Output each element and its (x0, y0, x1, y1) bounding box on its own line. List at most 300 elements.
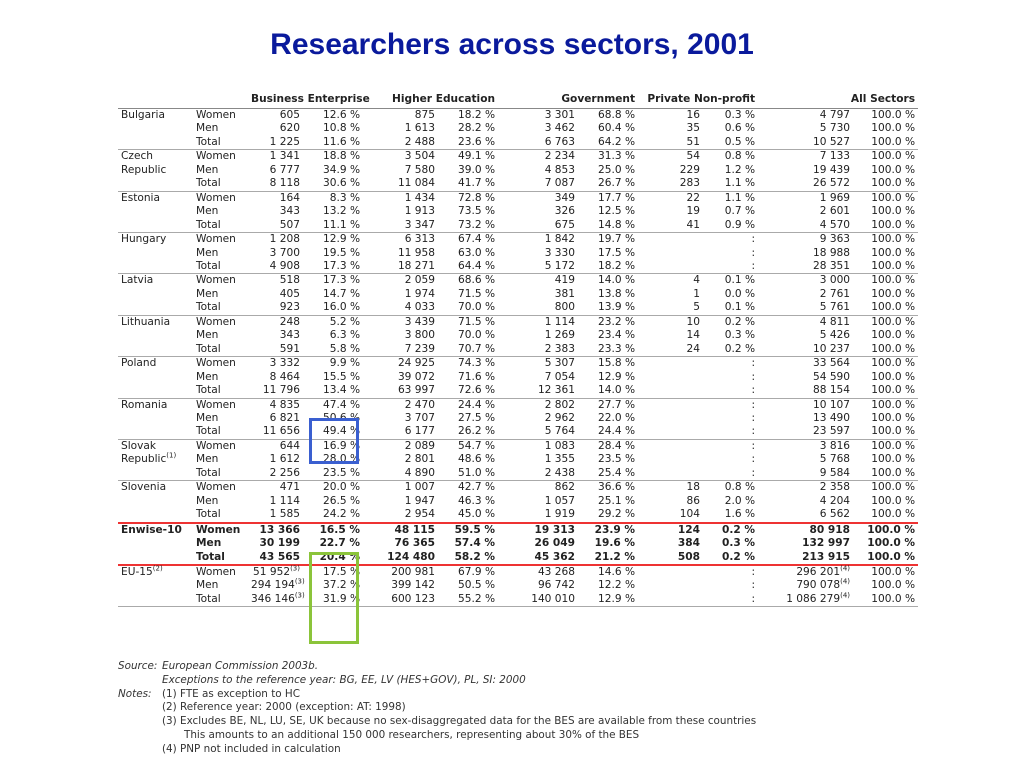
value-cell: 15.5 % (322, 370, 361, 383)
sex-cell: Men (196, 205, 219, 218)
value-cell: 1.1 % (703, 177, 758, 191)
value-cell: 28.4 % (598, 439, 636, 452)
value-cell: : (751, 453, 756, 466)
value-cell: 3 462 (544, 122, 576, 135)
table-row (118, 453, 918, 466)
value-cell: 790 078$^{(4)}$ (796, 577, 851, 592)
note-4: (4) PNP not included in calculation (162, 742, 341, 755)
value-cell: 1 007 (404, 481, 436, 494)
country-group (118, 233, 918, 274)
value-cell: 23.5 % (598, 453, 636, 466)
sex-cell: Total (193, 508, 248, 522)
table-row (118, 523, 918, 537)
value-cell: 132 997 (802, 537, 851, 550)
value-cell: 2 488 (363, 136, 438, 150)
country-cell (118, 412, 193, 425)
table-row (118, 219, 918, 233)
value-cell: 405 (279, 287, 300, 300)
table-row (118, 109, 918, 123)
value-cell: 4 908 (248, 260, 303, 274)
value-cell: 19.7 % (598, 233, 636, 246)
value-cell (638, 425, 703, 439)
value-cell: 19 313 (534, 523, 576, 536)
table-row (118, 177, 918, 191)
value-cell: 16.0 % (303, 301, 363, 315)
table-row (118, 150, 918, 164)
value-cell: 100.0 % (871, 579, 916, 592)
value-cell: 2 962 (544, 411, 576, 424)
table-row (118, 384, 918, 398)
value-cell: 45 362 (498, 551, 578, 565)
value-cell: 12.9 % (598, 370, 636, 383)
value-cell: 8 464 (269, 370, 300, 383)
value-cell: 6.3 % (329, 329, 361, 342)
country-group (118, 398, 918, 439)
value-cell: 1 057 (544, 494, 576, 507)
value-cell: 5.8 % (303, 343, 363, 357)
value-cell: 3 347 (363, 219, 438, 233)
value-cell: 33 564 (812, 357, 851, 370)
value-cell: 200 981 (391, 565, 436, 578)
table-row (118, 122, 918, 135)
value-cell: 100.0 % (853, 593, 918, 607)
value-cell: 63 997 (363, 384, 438, 398)
country-cell (118, 495, 193, 508)
value-cell: 7 133 (819, 150, 851, 163)
value-cell: 0.3 % (724, 329, 756, 342)
value-cell: 1 086 279$^{(4)}$ (758, 593, 853, 607)
value-cell: 1.2 % (724, 163, 756, 176)
value-cell: 100.0 % (871, 191, 916, 204)
table-row (118, 274, 918, 288)
value-cell: 100.0 % (853, 301, 918, 315)
value-cell: 70.7 % (438, 343, 498, 357)
country-group (118, 439, 918, 480)
value-cell: 2.0 % (724, 494, 756, 507)
sex-cell: Women (196, 315, 236, 328)
value-cell: 1 355 (544, 453, 576, 466)
value-cell: 875 (414, 109, 436, 121)
value-cell: 1 913 (404, 205, 436, 218)
source-text: European Commission 2003b. (162, 660, 319, 672)
value-cell: 11.1 % (303, 219, 363, 233)
value-cell: 13.8 % (598, 287, 636, 300)
value-cell: 8 118 (248, 177, 303, 191)
value-cell: 13.4 % (303, 384, 363, 398)
value-cell: 80 918 (809, 523, 851, 536)
value-cell: 27.5 % (457, 411, 496, 424)
value-cell: 28 351 (758, 260, 853, 274)
value-cell: 12.2 % (598, 579, 636, 592)
value-cell: 12.5 % (598, 205, 636, 218)
value-cell: 43 565 (248, 551, 303, 565)
value-cell: 47.4 % (322, 398, 361, 411)
value-cell: 100.0 % (871, 357, 916, 370)
value-cell: 1 083 (544, 439, 576, 452)
value-cell: 2 059 (404, 274, 436, 287)
sex-cell: Men (196, 494, 219, 507)
source-row (118, 660, 918, 674)
value-cell: 12.9 % (322, 233, 361, 246)
value-cell (638, 565, 703, 579)
value-cell: 41.7 % (438, 177, 498, 191)
country-cell (118, 150, 193, 164)
value-cell: 39 072 (397, 370, 436, 383)
value-cell: 1 919 (498, 508, 578, 522)
value-cell (638, 579, 703, 592)
value-cell: 17.3 % (303, 260, 363, 274)
value-cell: 605 (279, 109, 300, 121)
value-cell: 11 084 (363, 177, 438, 191)
header-higher-education: Higher Education (363, 90, 498, 109)
value-cell: 22.0 % (598, 411, 636, 424)
value-cell: 88 154 (758, 384, 853, 398)
value-cell: 31.9 % (303, 593, 363, 607)
header-row (118, 90, 918, 109)
value-cell: 800 (498, 301, 578, 315)
value-cell: 0.0 % (724, 287, 756, 300)
value-cell: 13.2 % (322, 205, 361, 218)
sex-cell: Total (193, 467, 248, 481)
note-1: (1) FTE as exception to HC (162, 687, 301, 700)
value-cell: 54 590 (812, 370, 851, 383)
value-cell: : (751, 579, 756, 592)
country-group (118, 191, 918, 232)
value-cell: 384 (677, 537, 701, 550)
sex-cell: Men (196, 122, 219, 135)
value-cell: 86 (686, 494, 701, 507)
header-country (118, 90, 193, 109)
value-cell: 60.4 % (598, 122, 636, 135)
value-cell: 100.0 % (871, 315, 916, 328)
value-cell: 2 358 (819, 481, 851, 494)
header-all-sectors: All Sectors (758, 90, 918, 109)
value-cell: 3 707 (404, 411, 436, 424)
table-row (118, 329, 918, 342)
sex-cell: Women (196, 565, 236, 578)
value-cell: 70.0 % (438, 301, 498, 315)
value-cell: 1 947 (404, 494, 436, 507)
footnote-marker: (4) (840, 564, 851, 573)
value-cell: 4 (693, 274, 701, 287)
country-group (118, 150, 918, 191)
value-cell: 71.5 % (457, 287, 496, 300)
sex-cell: Women (196, 481, 236, 494)
value-cell: : (703, 260, 758, 274)
value-cell: 7 580 (404, 163, 436, 176)
value-cell: 35 (686, 122, 701, 135)
country-name: Lithuania (121, 315, 171, 328)
exceptions-row (118, 674, 918, 688)
value-cell: 57.4 % (454, 537, 496, 550)
country-name: Slovak (121, 439, 157, 452)
value-cell: 58.2 % (438, 551, 498, 565)
value-cell (638, 453, 703, 466)
value-cell: 1 269 (544, 329, 576, 342)
footnotes (118, 660, 918, 757)
value-cell: 1 434 (404, 191, 436, 204)
value-cell: : (751, 370, 756, 383)
value-cell: 25.4 % (578, 467, 638, 481)
value-cell: 43 268 (537, 565, 576, 578)
table-row (118, 398, 918, 412)
sex-cell: Women (196, 150, 236, 163)
value-cell: 34.9 % (322, 163, 361, 176)
value-cell: 100.0 % (871, 565, 916, 578)
value-cell: 14 (686, 329, 701, 342)
value-cell: 2 438 (498, 467, 578, 481)
value-cell: 76 365 (394, 537, 436, 550)
country-name: Estonia (121, 191, 160, 204)
value-cell: 72.6 % (438, 384, 498, 398)
value-cell: 4 890 (363, 467, 438, 481)
table-row (118, 412, 918, 425)
value-cell: 5 761 (758, 301, 853, 315)
value-cell: 11 796 (248, 384, 303, 398)
value-cell: 71.6 % (457, 370, 496, 383)
value-cell: 5 172 (498, 260, 578, 274)
value-cell: 923 (248, 301, 303, 315)
sex-cell: Men (196, 246, 219, 259)
country-cell (118, 481, 193, 495)
value-cell: 5 426 (819, 329, 851, 342)
value-cell: 14.7 % (322, 287, 361, 300)
country-name: Poland (121, 357, 157, 370)
note-3: (3) Excludes BE, NL, LU, SE, UK because no sex-disaggregated data for the BES are available from these countries (162, 715, 757, 728)
value-cell: 23.3 % (578, 343, 638, 357)
value-cell: 507 (248, 219, 303, 233)
value-cell: 100.0 % (871, 439, 916, 452)
table-row (118, 371, 918, 384)
value-cell: 248 (279, 315, 300, 328)
value-cell: 100.0 % (871, 411, 916, 424)
sex-cell: Women (196, 357, 236, 370)
value-cell: 64.2 % (578, 136, 638, 150)
value-cell: 6 763 (498, 136, 578, 150)
value-cell: 51.0 % (438, 467, 498, 481)
country-name: Czech (121, 150, 154, 163)
footnote-marker: (1) (166, 451, 177, 460)
value-cell: 26.7 % (578, 177, 638, 191)
value-cell: 5 (638, 301, 703, 315)
note-2-row (118, 701, 918, 715)
value-cell: 67.9 % (457, 565, 496, 578)
table-row (118, 288, 918, 301)
header-government: Government (498, 90, 638, 109)
value-cell: 100.0 % (871, 233, 916, 246)
value-cell: 1 114 (544, 315, 576, 328)
country-cell (118, 288, 193, 301)
value-cell: 8.3 % (329, 191, 361, 204)
value-cell: 1 974 (404, 287, 436, 300)
value-cell: 508 (638, 551, 703, 565)
sex-cell: Men (196, 411, 219, 424)
country-cell (118, 233, 193, 247)
value-cell: : (751, 398, 756, 411)
value-cell: 100.0 % (871, 163, 916, 176)
value-cell (638, 371, 703, 384)
value-cell: 10 (686, 315, 701, 328)
value-cell: 100.0 % (853, 384, 918, 398)
value-cell: 518 (279, 274, 300, 287)
value-cell: 4 204 (819, 494, 851, 507)
value-cell: 326 (554, 205, 576, 218)
header-private-nonprofit: Private Non-profit (638, 90, 758, 109)
value-cell: 9.9 % (329, 357, 361, 370)
value-cell: 59.5 % (454, 523, 496, 536)
footnote-marker: (3) (294, 577, 305, 586)
value-cell: 48.6 % (457, 453, 496, 466)
value-cell: 620 (279, 122, 300, 135)
table-row (118, 551, 918, 565)
value-cell: : (751, 411, 756, 424)
value-cell: 2 601 (819, 205, 851, 218)
value-cell: 4 033 (363, 301, 438, 315)
value-cell: 100.0 % (871, 370, 916, 383)
value-cell: 399 142 (391, 579, 436, 592)
value-cell: 23.4 % (598, 329, 636, 342)
table-row (118, 164, 918, 177)
value-cell: : (751, 246, 756, 259)
value-cell: 3 000 (819, 274, 851, 287)
table-row (118, 233, 918, 247)
country-cell (118, 537, 193, 550)
value-cell: 2 761 (819, 287, 851, 300)
value-cell: 73.2 % (438, 219, 498, 233)
value-cell: 862 (554, 481, 576, 494)
country-cell (118, 565, 193, 579)
value-cell: 349 (554, 191, 576, 204)
table-row (118, 495, 918, 508)
value-cell: 3 700 (269, 246, 300, 259)
value-cell: 0.6 % (724, 122, 756, 135)
value-cell: 100.0 % (871, 494, 916, 507)
value-cell (638, 467, 703, 481)
country-name: Latvia (121, 274, 154, 287)
country-cell (118, 260, 193, 274)
country-cell (118, 177, 193, 191)
value-cell: 1 612 (269, 453, 300, 466)
value-cell: 4 853 (544, 163, 576, 176)
value-cell: 30 199 (259, 537, 300, 550)
note-2: (2) Reference year: 2000 (exception: AT: 1998) (162, 701, 406, 714)
value-cell: 42.7 % (457, 481, 496, 494)
value-cell: 14.0 % (598, 274, 636, 287)
table-row (118, 508, 918, 522)
page-title: Researchers across sectors, 2001 (270, 28, 754, 61)
country-cell (118, 384, 193, 398)
value-cell (638, 384, 703, 398)
value-cell: 50.6 % (322, 411, 361, 424)
sex-cell: Women (196, 109, 236, 121)
value-cell: 2 089 (404, 439, 436, 452)
value-cell: 3 504 (404, 150, 436, 163)
sex-cell: Total (193, 551, 248, 565)
sex-cell: Men (196, 370, 219, 383)
country-cell (118, 357, 193, 371)
value-cell: : (703, 425, 758, 439)
country-cell (118, 343, 193, 357)
value-cell: : (703, 467, 758, 481)
value-cell: 64.4 % (438, 260, 498, 274)
value-cell: 7 054 (544, 370, 576, 383)
value-cell: 54.7 % (457, 439, 496, 452)
value-cell: 1 (693, 287, 701, 300)
value-cell: 0.2 % (703, 551, 758, 565)
value-cell: 1 114 (269, 494, 300, 507)
country-cell (118, 301, 193, 315)
country-group (118, 565, 918, 607)
country-cell (118, 579, 193, 592)
value-cell: 1.1 % (724, 191, 756, 204)
value-cell: 644 (279, 439, 300, 452)
country-group (118, 357, 918, 398)
value-cell: 72.8 % (457, 191, 496, 204)
value-cell: 11 656 (248, 425, 303, 439)
researchers-table (118, 90, 918, 607)
sex-cell: Total (193, 301, 248, 315)
value-cell: 100.0 % (867, 523, 916, 536)
country-group (118, 523, 918, 565)
value-cell: 19.5 % (322, 246, 361, 259)
value-cell: 51 952$^{(3)}$ (253, 564, 300, 578)
table-row (118, 301, 918, 315)
sex-cell: Women (196, 191, 236, 204)
value-cell: 55.2 % (438, 593, 498, 607)
value-cell: 24 (638, 343, 703, 357)
value-cell: 100.0 % (853, 136, 918, 150)
value-cell: 4 811 (819, 315, 851, 328)
value-cell: 12.9 % (578, 593, 638, 607)
value-cell: 12.6 % (322, 109, 361, 121)
country-cell (118, 523, 193, 537)
sex-cell: Women (196, 274, 236, 287)
value-cell: 100.0 % (867, 537, 916, 550)
value-cell: 25.1 % (598, 494, 636, 507)
value-cell: 18 988 (812, 246, 851, 259)
value-cell: 18 (686, 481, 701, 494)
country-cell (118, 164, 193, 177)
value-cell: : (751, 233, 756, 246)
value-cell: 1.6 % (703, 508, 758, 522)
value-cell: 0.1 % (724, 274, 756, 287)
value-cell: 23.2 % (598, 315, 636, 328)
value-cell: 26 572 (758, 177, 853, 191)
value-cell: 100.0 % (871, 274, 916, 287)
value-cell: 96 742 (537, 579, 576, 592)
table-row (118, 439, 918, 453)
value-cell: 26.5 % (322, 494, 361, 507)
value-cell (638, 439, 703, 453)
value-cell: 5 730 (819, 122, 851, 135)
value-cell: 1 225 (248, 136, 303, 150)
value-cell: 3 301 (544, 109, 576, 121)
value-cell: 100.0 % (871, 453, 916, 466)
value-cell: 4 835 (269, 398, 300, 411)
note-1-row (118, 688, 918, 702)
value-cell: 0.3 % (724, 109, 756, 121)
value-cell: 13 490 (812, 411, 851, 424)
value-cell: 67.4 % (457, 233, 496, 246)
value-cell: 1 585 (248, 508, 303, 522)
value-cell: 23.9 % (594, 523, 636, 536)
value-cell: 2 802 (544, 398, 576, 411)
value-cell: 20.0 % (322, 481, 361, 494)
notes-label: Notes: (118, 687, 152, 700)
value-cell: 100.0 % (853, 260, 918, 274)
value-cell: 73.5 % (457, 205, 496, 218)
value-cell: 68.8 % (598, 109, 636, 121)
